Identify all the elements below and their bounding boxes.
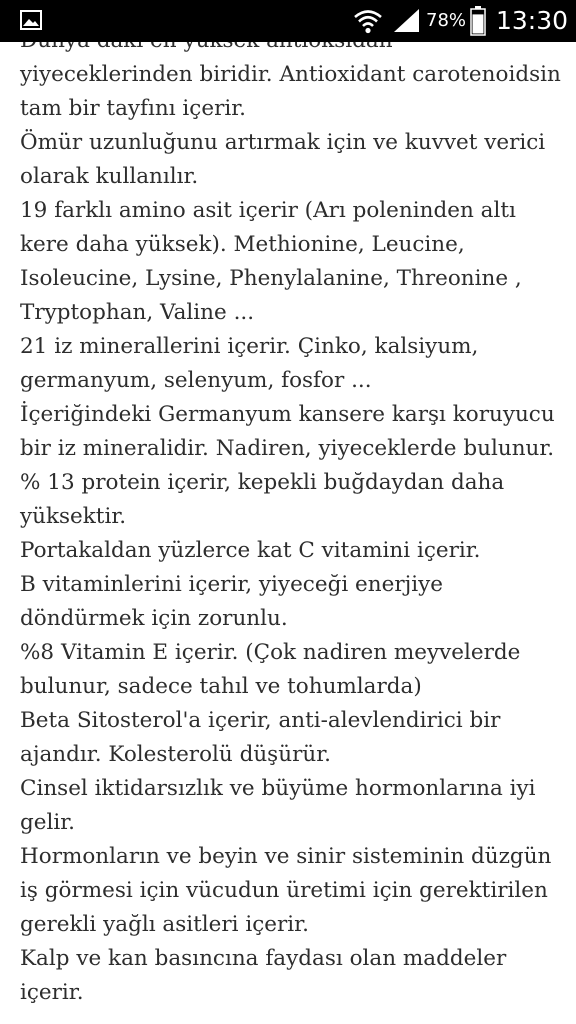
wifi-icon	[353, 7, 383, 35]
paragraph: B vitaminlerini içerir, yiyeceği enerjiye döndürmek için zorunlu.	[20, 572, 444, 631]
paragraph: 21 iz minerallerini içerir. Çinko, kalsiyum, germanyum, selenyum, fosfor ...	[20, 334, 479, 393]
paragraph: Beta Sitosterol'a içerir, anti-alevlendirici bir ajandır. Kolesterolü düşürür.	[20, 708, 501, 767]
paragraph: İçeriğindeki Germanyum kansere karşı koruyucu bir iz mineralidir. Nadiren, yiyeceklerde bulunur.	[20, 402, 555, 461]
paragraph: %8 Vitamin E içerir. (Çok nadiren meyvelerde bulunur, sadece tahıl ve tohumlarda)	[20, 640, 521, 699]
paragraph: Portakaldan yüzlerce kat C vitamini içerir.	[20, 538, 481, 563]
paragraph: Cinsel iktidarsızlık ve büyüme hormonlarına iyi gelir.	[20, 776, 536, 835]
status-bar	[0, 0, 576, 42]
gallery-icon	[20, 10, 42, 30]
battery-level-fill	[473, 14, 484, 33]
paragraph: Hormonların ve beyin ve sinir sisteminin düzgün iş görmesi için vücudun üretimi için gerektirilen gerekli yağlı asitleri içerir.	[20, 844, 552, 937]
paragraph: Kalp ve kan basıncına faydası olan maddeler içerir.	[20, 946, 507, 1005]
battery-icon	[470, 6, 486, 36]
paragraph: Ömür uzunluğunu artırmak için ve kuvvet verici olarak kullanılır.	[20, 130, 546, 189]
article-text	[20, 24, 568, 1010]
clock: 13:30	[496, 6, 569, 35]
signal-icon	[393, 8, 420, 33]
paragraph: yiyeceklerinden biridir. Antioxidant carotenoidsin tam bir tayfını içerir.	[20, 62, 561, 121]
battery-percent-text: 78%	[426, 10, 467, 31]
paragraph: 19 farklı amino asit içerir (Arı poleninden altı kere daha yüksek). Methionine, Leucine, Isoleucine, Lysine, Phenylalanine, Threonine , Tryptophan, Valine ...	[20, 198, 522, 325]
paragraph: % 13 protein içerir, kepekli buğdaydan daha yüksektir.	[20, 470, 505, 529]
